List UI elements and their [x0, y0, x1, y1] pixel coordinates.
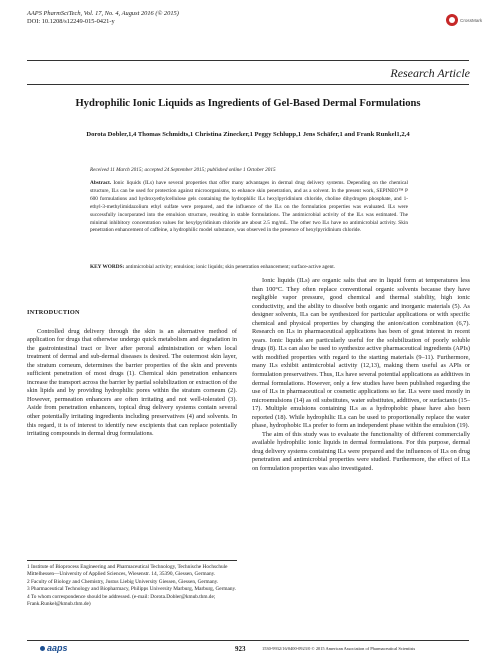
- copyright-notice: 1530-9932/16/0400-0923/0 © 2015 American Association of Pharmaceutical Scientists: [262, 646, 416, 651]
- crossmark-label: CrossMark: [460, 17, 483, 23]
- abstract-label: Abstract.: [90, 180, 112, 186]
- abstract-text: Ionic liquids (ILs) have several properties that offer many advantages in dermal drug delivery systems. Depending on the chemical structure, ILs can be used for protection against microorganisms, to enhance skin penetration, and as a solvent. In the present work, SEPINEO™ P 600 formulations and hydroxyethylcellulose gels containing the hydrophilic ILs hexylpyridinium chloride, choline dihydrogen phosphate, and 1-ethyl-3-methylimidazolium ethyl sulfate were prepared, and the influence of the ILs on the formulation properties was evaluated. ILs were successfully incorporated into the emulsion structure, resulting in stable formulations. The antimicrobial activity of the ILs was estimated. The minimal inhibitory concentration values for hexylpyridinium chloride are about 2.5 mg/mL. The other two ILs have no antimicrobial activity. Skin penetration enhancement of caffeine, a hydrophilic model substance, was observed in the presence of hexylpyridinium chloride.: [90, 180, 408, 234]
- crossmark-badge[interactable]: [446, 10, 494, 30]
- header-rule-bottom: [27, 84, 469, 85]
- aaps-logo-icon: [40, 646, 45, 651]
- publisher-logo: [40, 643, 68, 653]
- body-paragraph: The aim of this study was to evaluate the functionality of different commercially available hydrophilic ionic liquids in dermal formulations. For this purpose, dermal drug delivery systems containing ILs were prepared and the influences of ILs on drug penetration and antimicrobial properties were studied. Furthermore, the effect of ILs on formulation properties was also investigated.: [252, 430, 470, 473]
- footer-rule: [27, 640, 469, 641]
- footnote: 2 Faculty of Biology and Chemistry, Justus Liebig University Giessen, Giessen, Germany.: [27, 578, 219, 585]
- keywords-text: antimicrobial activity; emulsion; ionic liquids; skin penetration enhancement; surface-active agent.: [125, 264, 336, 270]
- footnote: 1 Institute of Bioprocess Engineering and Pharmaceutical Technology, Technische Hochschule Mittelhessen—University of Applied Sciences, Wiesenstr. 14, 35390, Giessen, Germany.: [27, 564, 228, 578]
- article-title: Hydrophilic Ionic Liquids as Ingredients of Gel-Based Dermal Formulations: [75, 98, 421, 109]
- keywords: [90, 264, 408, 272]
- page-number: 923: [235, 645, 246, 653]
- section-type: Research Article: [390, 66, 470, 80]
- affiliation-footnotes: [27, 560, 237, 608]
- publisher-logo-text: aaps: [47, 643, 68, 653]
- body-paragraph: Controlled drug delivery through the skin is an alternative method of application for drugs that otherwise undergo quick metabolism and degradation in the gastrointestinal tract or liver after peroral administration or when local treatment of dermal and sub-dermal diseases is desired. The outermost skin layer, the stratum corneum, determines the barrier properties of the skin and prevents sufficient penetration of most drugs (1). Chemical skin penetration enhancers increase the transport across the barrier by partial solubilization or extraction of the skin lipids and by providing hydrophilic pores within the stratum corneum (2). However, permeation enhancers are often irritating and not well-tolerated (3). Aside from penetration enhancers, topical drug delivery systems contain several other potentially irritating ingredients including preservatives (4) and solvents. In this regard, it is of interest to identify new excipients that can replace potentially irritating compounds in dermal drug formulations.: [27, 327, 237, 438]
- left-column: [27, 309, 237, 439]
- footnote[interactable]: 4 To whom correspondence should be addressed. (e-mail: Dorota.Dobler@kmub.thm.de; Frank.Runkel@kmub.thm.de): [27, 593, 216, 608]
- journal-citation: AAPS PharmSciTech, Vol. 17, No. 4, August 2016 (© 2015): [27, 10, 179, 17]
- author-list: Dorota Dobler,1,4 Thomas Schmidts,1 Christina Zinecker,1 Peggy Schlupp,1 Jens Schäfer,1 and Frank Runkel1,2,4: [86, 131, 410, 138]
- doi[interactable]: DOI: 10.1208/s12249-015-0421-y: [27, 18, 115, 25]
- abstract: [90, 180, 408, 235]
- received-dates: Received 11 March 2015; accepted 24 September 2015; published online 1 October 2015: [90, 167, 276, 173]
- header-rule-top: [27, 60, 469, 61]
- keywords-label: KEY WORDS:: [90, 264, 125, 270]
- right-column: [252, 277, 470, 474]
- section-heading-introduction: INTRODUCTION: [27, 309, 80, 316]
- footnote: 3 Pharmaceutical Technology and Biopharmacy, Philipps University Marburg, Marburg, Germany.: [27, 586, 237, 593]
- crossmark-icon: [446, 14, 458, 26]
- body-paragraph: Ionic liquids (ILs) are organic salts that are in liquid form at temperatures less than 100°C. They often replace conventional organic solvents because they have negligible vapor pressure, good chemical and thermal stability, high ionic conductivity, and the ability to dissolve both organic and inorganic materials (5). As designer solvents, ILs can be synthesized for particular applications or with specific chemical and physical properties by changing the anion/cation combination (6,7). Research on ILs in pharmaceutical applications has been of great interest in recent years. Ionic liquids are particularly useful for the solubilization of poorly soluble drugs (8). ILs can also be used to synthesize active pharmaceutical ingredients (APIs) with modified properties with regard to the starting materials (9–11). Furthermore, many ILs exhibit antimicrobial activity (12,13), making them useful as APIs or formulation preservatives. Thus, ILs have several potential applications as additives in dermal formulations. However, only a few studies have been published regarding the use of ILs in pharmaceutical or cosmetic applications so far. ILs were used mostly in microemulsions (14) as oil substitutes, water substitutes, additives, or surfactants (15–17). Multiple emulsions containing ILs as a hydrophobic phase have also been reported (18). While hydrophilic ILs can be used to proportionally replace the water phase, hydrophobic ILs prefer to form an independent phase within the emulsion (19).: [252, 277, 470, 430]
